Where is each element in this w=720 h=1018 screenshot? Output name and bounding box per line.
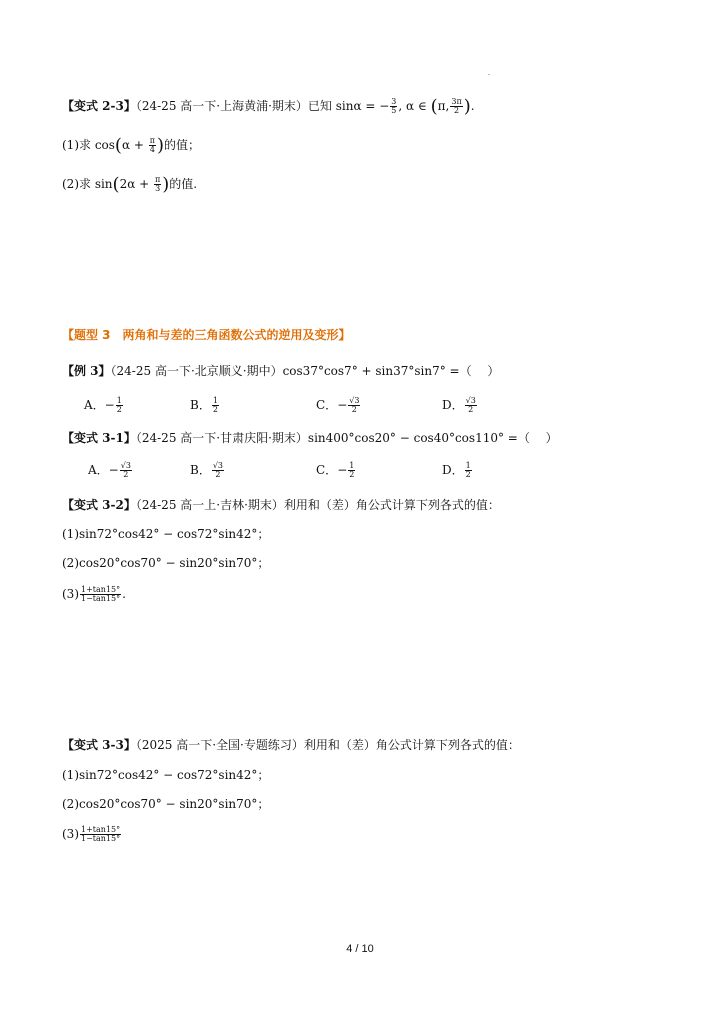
interval-start: π, bbox=[437, 99, 450, 113]
q2-expr: 2α + bbox=[119, 177, 153, 191]
variant-3-2-part-2: (2)cos20°cos70° − sin20°sin70°； bbox=[62, 556, 270, 570]
fraction bbox=[80, 826, 121, 843]
variant-2-3-statement bbox=[62, 96, 475, 118]
denominator: 4 bbox=[149, 145, 155, 154]
paren-open: ( bbox=[112, 174, 120, 195]
option-a[interactable] bbox=[88, 461, 133, 479]
variant-3-2-tag: 【变式 3-2】 bbox=[62, 498, 136, 512]
paren-close: ) bbox=[463, 96, 471, 117]
option-c[interactable] bbox=[316, 396, 361, 414]
denominator: 1−tan15° bbox=[81, 834, 121, 843]
variant-3-2-statement bbox=[62, 498, 500, 512]
denominator: 2 bbox=[116, 405, 122, 414]
variant-3-3-part-2: (2)cos20°cos70° − sin20°sin70°； bbox=[62, 797, 270, 811]
numerator: √3 bbox=[120, 461, 131, 470]
q1-end: 的值； bbox=[164, 138, 201, 152]
numerator: √3 bbox=[212, 461, 224, 470]
denominator: 1−tan15° bbox=[81, 594, 121, 603]
numerator: 1 bbox=[212, 396, 218, 405]
option-label: C． bbox=[316, 398, 338, 412]
denominator: 2 bbox=[212, 405, 218, 414]
denominator: 2 bbox=[351, 405, 357, 414]
option-sign: − bbox=[337, 398, 348, 412]
variant-3-3-part-3 bbox=[62, 826, 122, 843]
period: . bbox=[470, 99, 475, 113]
numerator: 1 bbox=[349, 461, 355, 470]
variant-3-2-source: （24-25 高一上·吉林·期末） bbox=[135, 498, 284, 512]
question-2 bbox=[62, 174, 197, 196]
numerator: 1 bbox=[116, 396, 122, 405]
denominator: 2 bbox=[468, 405, 474, 414]
fraction bbox=[116, 397, 123, 414]
option-sign: − bbox=[108, 463, 119, 477]
stmt-alpha: α = − bbox=[353, 99, 390, 113]
section-3-title: 【题型 3 两角和与差的三角函数公式的逆用及变形】 bbox=[62, 328, 351, 342]
numerator: 3 bbox=[391, 97, 397, 106]
fraction bbox=[212, 462, 224, 479]
numerator: 1+tan15° bbox=[81, 825, 121, 834]
option-label: C． bbox=[316, 463, 338, 477]
option-d[interactable] bbox=[442, 461, 473, 479]
scan-dot bbox=[488, 74, 490, 75]
numerator: 3π bbox=[451, 97, 462, 106]
page-number: 4 / 10 bbox=[346, 943, 374, 955]
variant-3-2-part-1: (1)sin72°cos42° − cos72°sin42°； bbox=[62, 527, 270, 541]
option-a[interactable] bbox=[84, 396, 124, 414]
stmt-text: 已知 sin bbox=[307, 99, 354, 113]
variant-3-1-statement bbox=[62, 431, 558, 445]
q1-text: (1)求 cos bbox=[62, 138, 115, 152]
option-b[interactable] bbox=[190, 396, 220, 414]
variant-3-1-source: （24-25 高一下·甘肃庆阳·期末） bbox=[135, 431, 308, 445]
fraction bbox=[348, 397, 360, 414]
fraction bbox=[212, 397, 219, 414]
fraction bbox=[348, 462, 355, 479]
fraction bbox=[450, 98, 462, 115]
example-3-statement bbox=[62, 364, 499, 378]
variant-3-3-source: （2025 高一下·全国·专题练习） bbox=[135, 738, 304, 752]
option-b[interactable] bbox=[190, 461, 225, 479]
example-3-source: （24-25 高一下·北京顺义·期中） bbox=[110, 364, 283, 378]
paren-open: ( bbox=[114, 135, 122, 156]
option-label: A． bbox=[84, 398, 105, 412]
part-label: (3) bbox=[62, 587, 79, 601]
variant-3-3-statement bbox=[62, 738, 520, 752]
q2-end: 的值. bbox=[169, 177, 198, 191]
numerator: √3 bbox=[349, 396, 360, 405]
stmt-interval: , α ∈ bbox=[398, 99, 431, 113]
option-label: B． bbox=[190, 463, 211, 477]
numerator: π bbox=[149, 136, 156, 145]
paren-open: ( bbox=[430, 96, 438, 117]
variant-3-1-tag: 【变式 3-1】 bbox=[62, 431, 136, 445]
option-sign: − bbox=[337, 463, 348, 477]
variant-3-1-expr: sin400°cos20° − cos40°cos110° =（ ） bbox=[307, 431, 558, 445]
option-d[interactable] bbox=[442, 396, 478, 414]
part-label: (3) bbox=[62, 827, 79, 841]
numerator: 1+tan15° bbox=[81, 585, 121, 594]
variant-3-2-text: 利用和（差）角公式计算下列各式的值： bbox=[283, 498, 500, 512]
variant-2-3-tag: 【变式 2-3】 bbox=[62, 99, 136, 113]
question-1 bbox=[62, 135, 200, 157]
denominator: 2 bbox=[465, 470, 471, 479]
period: . bbox=[122, 587, 126, 601]
denominator: 2 bbox=[215, 470, 221, 479]
fraction bbox=[120, 462, 132, 479]
option-label: D． bbox=[442, 398, 464, 412]
denominator: 2 bbox=[349, 470, 355, 479]
variant-3-2-part-3 bbox=[62, 586, 126, 603]
example-3-tag: 【例 3】 bbox=[62, 364, 111, 378]
option-c[interactable] bbox=[316, 461, 356, 479]
numerator: π bbox=[155, 175, 161, 184]
option-label: D． bbox=[442, 463, 464, 477]
option-label: B． bbox=[190, 398, 211, 412]
example-3-expr: cos37°cos7° + sin37°sin7° =（ ） bbox=[282, 364, 500, 378]
fraction bbox=[465, 397, 477, 414]
q2-text: (2)求 sin bbox=[62, 177, 113, 191]
numerator: √3 bbox=[465, 396, 476, 405]
denominator: 2 bbox=[123, 470, 129, 479]
variant-3-3-text: 利用和（差）角公式计算下列各式的值： bbox=[303, 738, 520, 752]
q1-expr: α + bbox=[121, 138, 148, 152]
denominator: 2 bbox=[454, 106, 460, 115]
fraction bbox=[149, 137, 156, 154]
variant-3-3-tag: 【变式 3-3】 bbox=[62, 738, 136, 752]
variant-3-3-part-1: (1)sin72°cos42° − cos72°sin42°； bbox=[62, 768, 270, 782]
fraction bbox=[390, 98, 397, 115]
fraction bbox=[80, 586, 121, 603]
fraction bbox=[465, 462, 472, 479]
option-sign: − bbox=[104, 398, 115, 412]
denominator: 5 bbox=[391, 106, 397, 115]
paren-close: ) bbox=[162, 174, 170, 195]
paren-close: ) bbox=[157, 135, 165, 156]
numerator: 1 bbox=[465, 461, 471, 470]
denominator: 3 bbox=[155, 184, 161, 193]
option-label: A． bbox=[88, 463, 109, 477]
variant-2-3-source: （24-25 高一下·上海黄浦·期末） bbox=[135, 99, 308, 113]
fraction bbox=[154, 176, 161, 193]
